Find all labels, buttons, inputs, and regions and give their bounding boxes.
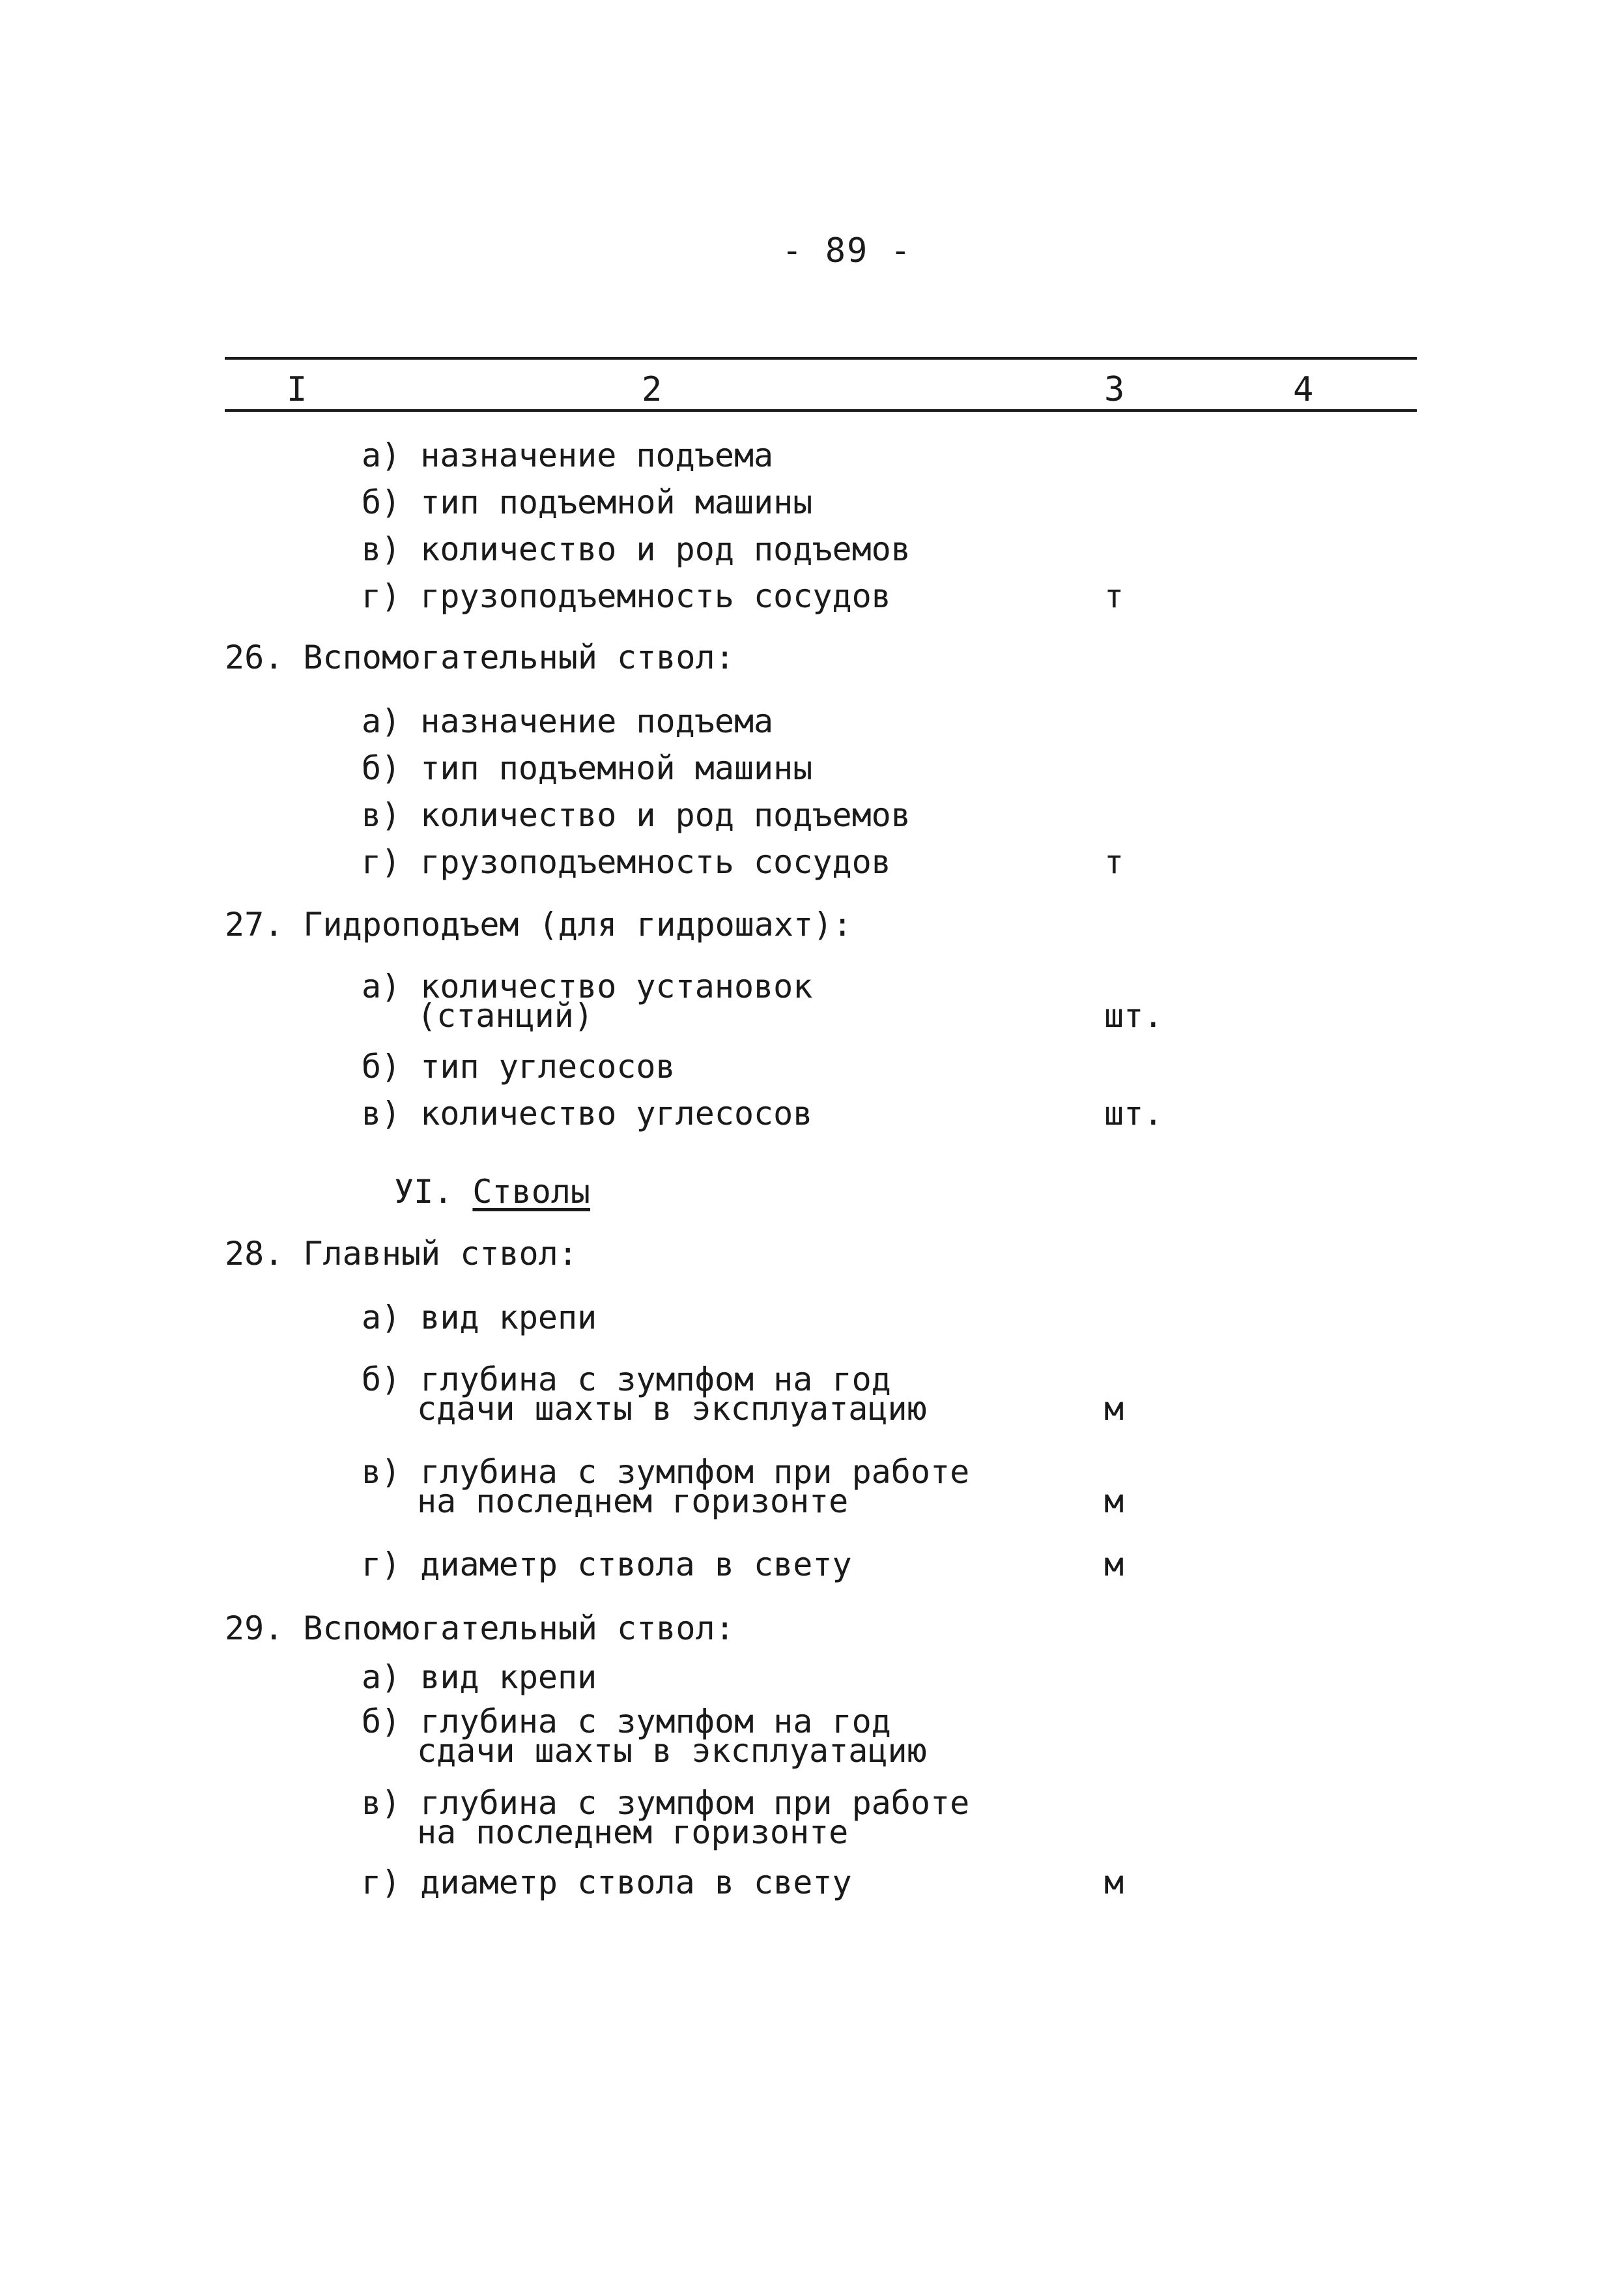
chapter-heading xyxy=(394,1173,590,1211)
list-item: а) назначение подъема xyxy=(362,702,774,740)
section-heading: 27. Гидроподъем (для гидрошахт): xyxy=(225,906,853,944)
unit-value: м xyxy=(1104,1390,1124,1428)
list-item-continuation: на последнем горизонте xyxy=(417,1813,849,1851)
list-item: в) количество и род подъемов xyxy=(362,530,911,568)
list-item: г) грузоподъемность сосудов xyxy=(362,843,891,881)
unit-value: т xyxy=(1104,577,1124,615)
list-item: в) глубина с зумпфом при работе xyxy=(362,1453,970,1491)
column-header-3: 3 xyxy=(1104,370,1125,409)
list-item: б) тип подъемной машины xyxy=(362,749,813,787)
list-item: в) количество углесосов xyxy=(362,1095,813,1132)
list-item: б) глубина с зумпфом на год xyxy=(362,1703,891,1740)
list-item-continuation: сдачи шахты в эксплуатацию xyxy=(417,1732,927,1770)
section-heading: 28. Главный ствол: xyxy=(225,1235,578,1273)
list-item: г) диаметр ствола в свету xyxy=(362,1864,852,1901)
unit-value: т xyxy=(1104,843,1124,881)
list-item: в) количество и род подъемов xyxy=(362,796,911,834)
list-item: б) тип углесосов xyxy=(362,1048,676,1086)
unit-value: шт. xyxy=(1104,997,1163,1035)
list-item: г) грузоподъемность сосудов xyxy=(362,577,891,615)
unit-value: шт. xyxy=(1104,1095,1163,1132)
column-header-4: 4 xyxy=(1293,370,1314,409)
list-item-continuation: сдачи шахты в эксплуатацию xyxy=(417,1390,927,1428)
unit-value: м xyxy=(1104,1482,1124,1520)
list-item: б) тип подъемной машины xyxy=(362,483,813,521)
list-item: а) вид крепи xyxy=(362,1658,597,1696)
table-header-rule xyxy=(225,409,1417,412)
column-header-1: I xyxy=(287,370,307,409)
list-item: в) глубина с зумпфом при работе xyxy=(362,1784,970,1822)
chapter-title: УI. Стволы xyxy=(394,1173,591,1211)
column-header-2: 2 xyxy=(642,370,662,409)
page-number: - 89 - xyxy=(782,231,912,270)
list-item: г) диаметр ствола в свету xyxy=(362,1546,852,1583)
table-top-rule xyxy=(225,357,1417,360)
unit-value: м xyxy=(1104,1546,1124,1583)
list-item-continuation: (станций) xyxy=(417,997,593,1035)
list-item: а) назначение подъема xyxy=(362,437,774,474)
section-heading: 29. Вспомогательный ствол: xyxy=(225,1609,735,1647)
list-item: б) глубина с зумпфом на год xyxy=(362,1361,891,1398)
list-item: а) количество установок xyxy=(362,968,813,1005)
section-heading: 26. Вспомогательный ствол: xyxy=(225,639,735,676)
unit-value: м xyxy=(1104,1864,1124,1901)
list-item: а) вид крепи xyxy=(362,1299,597,1336)
list-item-continuation: на последнем горизонте xyxy=(417,1482,849,1520)
